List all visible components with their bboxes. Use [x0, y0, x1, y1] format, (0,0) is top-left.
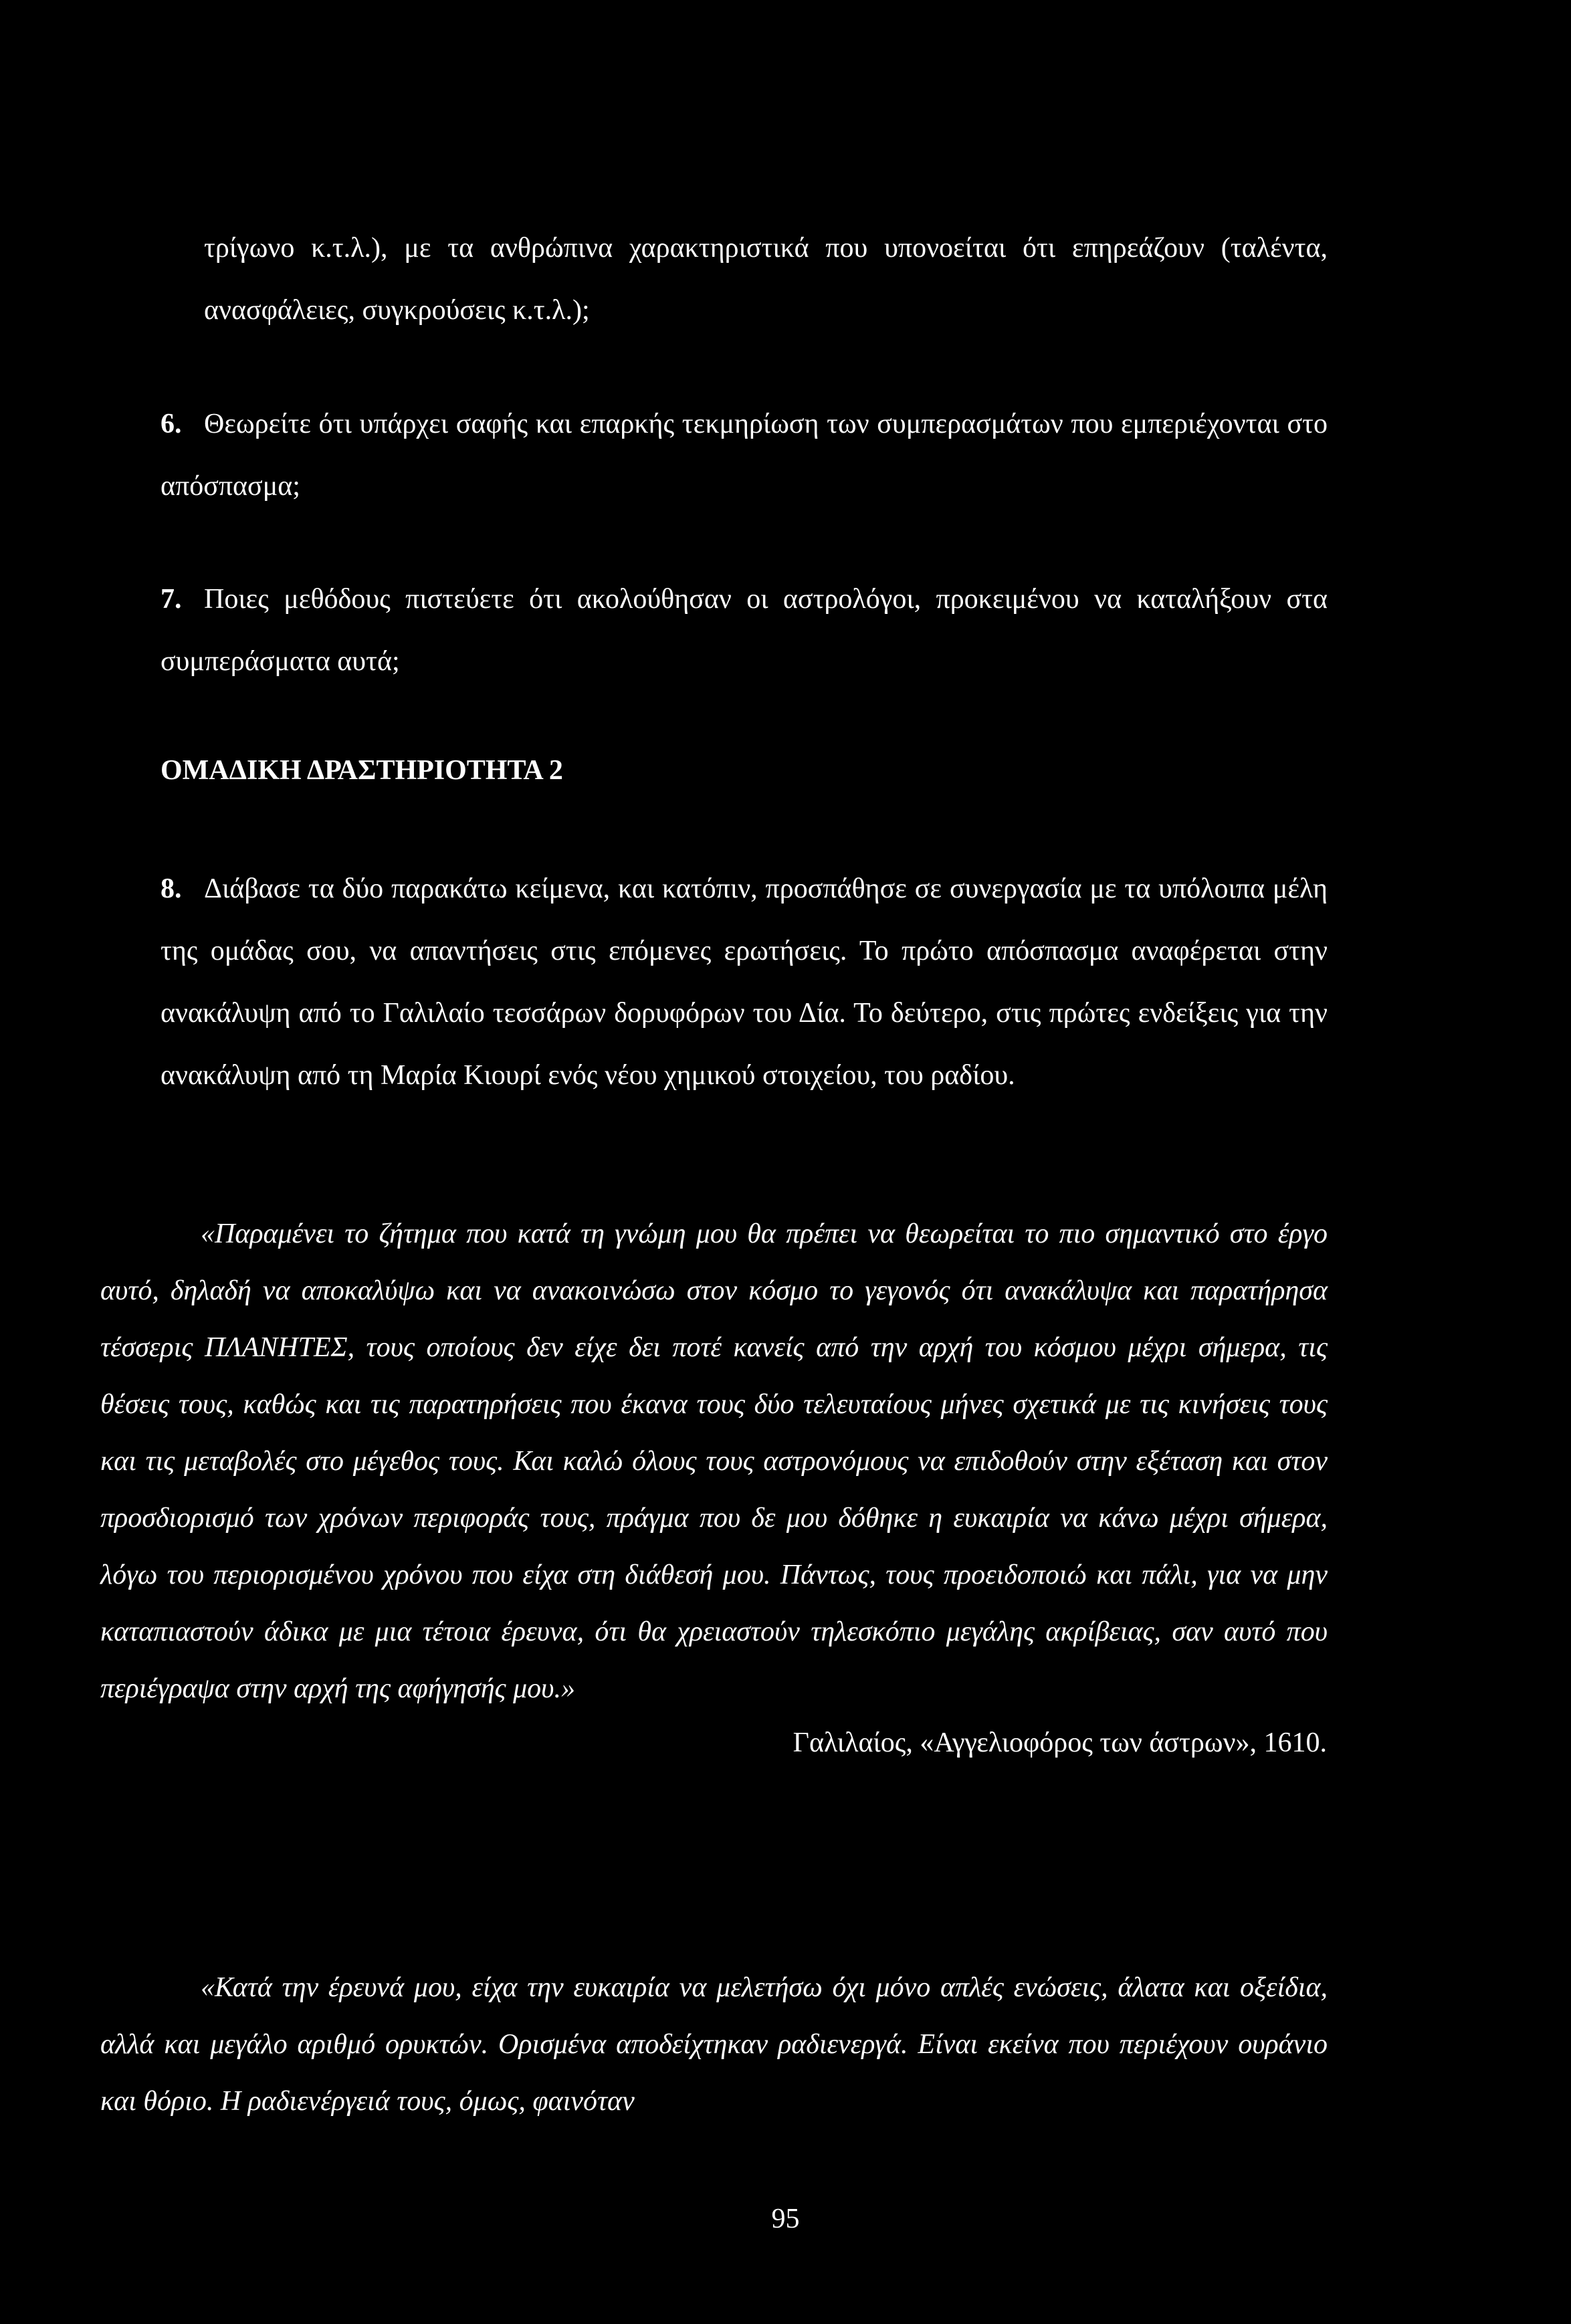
question-7 [161, 568, 1328, 693]
question-8-number: 8. [161, 873, 182, 904]
question-7-text: Ποιες μεθόδους πιστεύετε ότι ακολούθησαν οι αστρολόγοι, προκειμένου να καταλήξουν στα συμπεράσματα αυτά; [161, 584, 1328, 677]
galileo-attribution: Γαλιλαίος, «Αγγελιοφόρος των άστρων», 1610. [793, 1727, 1327, 1758]
question-8-text: Διάβασε τα δύο παρακάτω κείμενα, και κατόπιν, προσπάθησε σε συνεργασία με τα υπόλοιπα μέλη της ομάδας σου, να απαντήσεις στις επόμενες ερωτήσεις. Το πρώτο απόσπασμα αναφέρεται στην ανακάλυψη από το Γαλιλαίο τεσσάρων δορυφόρων του Δία. Το δεύτερο, στις πρώτες ενδείξεις για την ανακάλυψη από τη Μαρία Κιουρί ενός νέου χημικού στοιχείου, του ραδίου. [161, 873, 1328, 1091]
curie-quote: «Κατά την έρευνά μου, είχα την ευκαιρία να μελετήσω όχι μόνο απλές ενώσεις, άλατα και οξείδια, αλλά και μεγάλο αριθμό ορυκτών. Ορισμένα αποδείχτηκαν ραδιενεργά. Είναι εκείνα που περιέχουν ουράνιο και θόριο. Η ραδιενέργειά τους, όμως, φαινόταν [100, 1972, 1328, 2117]
question-7-number: 7. [161, 584, 182, 615]
section-heading: ΟΜΑΔΙΚΗ ΔΡΑΣΤΗΡΙΟΤΗΤΑ 2 [161, 755, 563, 786]
page-number: 95 [771, 2204, 800, 2234]
question-6-text: Θεωρείτε ότι υπάρχει σαφής και επαρκής τεκμηρίωση των συμπερασμάτων που εμπεριέχονται στο απόσπασμα; [161, 409, 1328, 502]
question-6 [161, 393, 1328, 518]
continuation-paragraph: τρίγωνο κ.τ.λ.), με τα ανθρώπινα χαρακτηριστικά που υπονοείται ότι επηρεάζουν (ταλέντα, ανασφάλειες, συγκρούσεις κ.τ.λ.); [204, 233, 1328, 326]
galileo-quote: «Παραμένει το ζήτημα που κατά τη γνώμη μου θα πρέπει να θεωρείται το πιο σημαντικό στο έργο αυτό, δηλαδή να αποκαλύψω και να ανακοινώσω στον κόσμο το γεγονός ότι ανακάλυψα και παρατήρησα τέσσερις ΠΛΑΝΗΤΕΣ, τους οποίους δεν είχε δει ποτέ κανείς από την αρχή του κόσμου μέχρι σήμερα, τις θέσεις τους, καθώς και τις παρατηρήσεις που έκανα τους δύο τελευταίους μήνες σχετικά με τις κινήσεις τους και τις μεταβολές στο μέγεθος τους. Και καλώ όλους τους αστρονόμους να επιδοθούν στην εξέταση και στον προσδιορισμό των χρόνων περιφοράς τους, πράγμα που δε μου δόθηκε η ευκαιρία να κάνω μέχρι σήμερα, λόγω του περιορισμένου χρόνου που είχα στη διάθεσή μου. Πάντως, τους προειδοποιώ και πάλι, για να μην καταπιαστούν άδικα με μια τέτοια έρευνα, ότι θα χρειαστούν τηλεσκόπιο μεγάλης ακρίβειας, σαν αυτό που περιέγραψα στην αρχή της αφήγησής μου.» [100, 1219, 1328, 1704]
question-8 [161, 858, 1328, 1107]
question-6-number: 6. [161, 409, 182, 439]
